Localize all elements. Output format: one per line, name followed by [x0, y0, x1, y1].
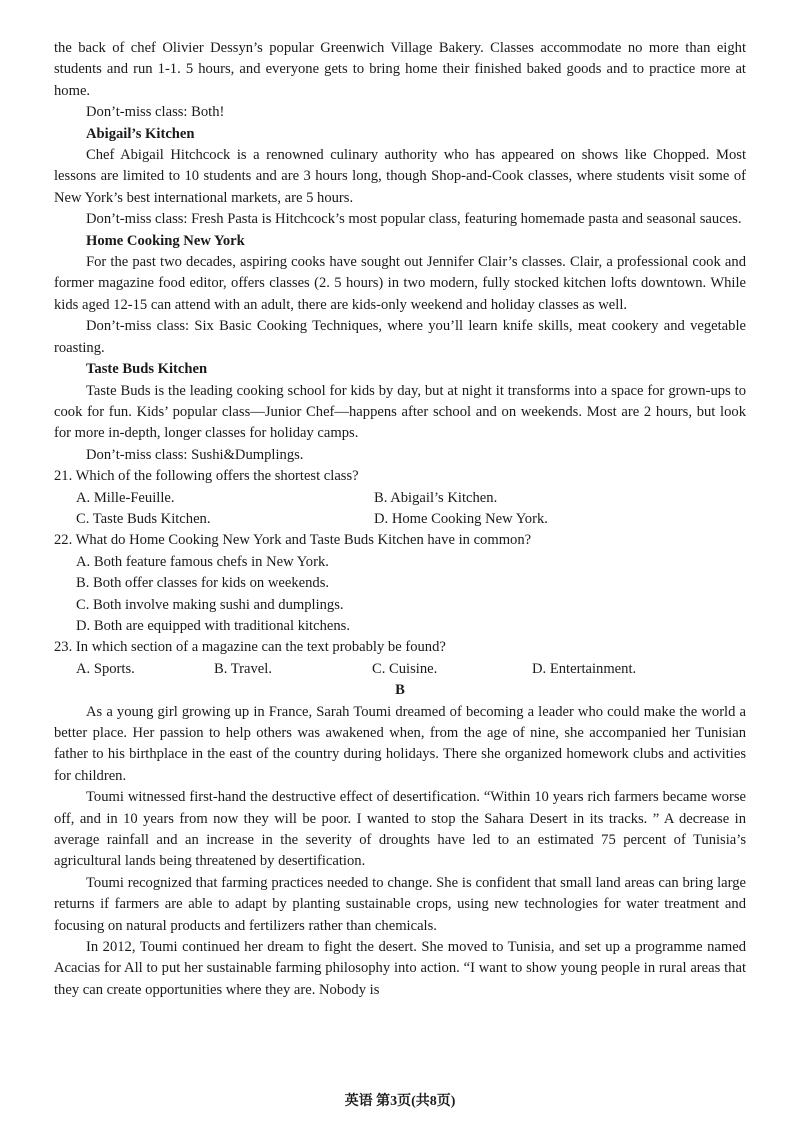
- question-21-options-row-2: [54, 509, 746, 530]
- option: C. Cuisine.: [372, 660, 438, 677]
- section-dont-miss: Don’t-miss class: Sushi&Dumplings.: [86, 446, 304, 463]
- passage-b-label: B: [395, 682, 405, 699]
- question-22-stem: 22. What do Home Cooking New York and Taste Buds Kitchen have in common?: [54, 532, 532, 549]
- section-heading: Abigail’s Kitchen: [86, 125, 195, 142]
- passage-b-paragraph: In 2012, Toumi continued her dream to fight the desert. She moved to Tunisia, and set up a programme named Acacias for All to put her sustainable farming philosophy into action. “I want to show young people in rural areas that they can create opportunities where they are. Nobody is: [54, 939, 746, 998]
- option: C. Both involve making sushi and dumplings.: [76, 596, 344, 613]
- passage-a-intro-dont-miss: Don’t-miss class: Both!: [86, 104, 225, 121]
- option: B. Abigail’s Kitchen.: [374, 489, 498, 506]
- option: D. Entertainment.: [532, 660, 637, 677]
- section-body: Chef Abigail Hitchcock is a renowned culinary authority who has appeared on shows like Chopped. Most lessons are limited to 10 students and are 3 hours long, though Shop-and-Cook classes, where students visit some of New York’s best international markets, are 5 hours.: [54, 147, 746, 206]
- question-21-options-row-1: [54, 488, 746, 509]
- option: A. Mille-Feuille.: [76, 489, 175, 506]
- section-dont-miss: Don’t-miss class: Fresh Pasta is Hitchcock’s most popular class, featuring homemade pasta and seasonal sauces.: [86, 211, 742, 228]
- section-body: Taste Buds is the leading cooking school for kids by day, but at night it transforms into a space for grown-ups to cook for fun. Kids’ popular class—Junior Chef—happens after school and on weekends. Most are 2 hours, but look for more in-depth, longer classes for holiday camps.: [54, 382, 746, 442]
- passage-a-intro: the back of chef Olivier Dessyn’s popular Greenwich Village Bakery. Classes accommodate no more than eight students and run 1-1. 5 hours, and everyone gets to bring home their finished baked goods and to practice more at home.: [54, 40, 746, 99]
- passage-b-paragraph: Toumi recognized that farming practices needed to change. She is confident that small land areas can bring large returns if farmers are able to adapt by planting sustainable crops, using new technologies for water treatment and focusing on natural products and fertilizers rather than chemicals.: [54, 874, 746, 934]
- question-23-options-row: [54, 659, 746, 680]
- section-heading: Taste Buds Kitchen: [86, 361, 208, 378]
- section-body: For the past two decades, aspiring cooks have sought out Jennifer Clair’s classes. Clair, a professional cook and former magazine food editor, offers classes (2. 5 hours) in two modern, fully stocked kitchen lofts downtown. While kids aged 12-15 can attend with an adult, there are kids-only weekend and holiday classes as well.: [54, 254, 746, 313]
- option: D. Home Cooking New York.: [374, 510, 548, 527]
- question-23-stem: 23. In which section of a magazine can the text probably be found?: [54, 639, 446, 656]
- section-dont-miss: Don’t-miss class: Six Basic Cooking Techniques, where you’ll learn knife skills, meat cookery and vegetable roasting.: [54, 318, 746, 356]
- option: D. Both are equipped with traditional kitchens.: [76, 617, 350, 634]
- passage-b-paragraph: As a young girl growing up in France, Sarah Toumi dreamed of becoming a leader who could make the world a better place. Her passion to help others was awakened when, from the age of nine, she accompanied her Tunisian father to his birthplace in the east of the country during holidays. There she organized homework clubs and activities for children.: [54, 703, 746, 784]
- page-footer: 英语 第3页(共8页): [344, 1094, 456, 1109]
- option: A. Sports.: [76, 660, 135, 677]
- section-heading: Home Cooking New York: [86, 232, 245, 249]
- option: B. Travel.: [214, 660, 272, 677]
- option: B. Both offer classes for kids on weekends.: [76, 575, 330, 592]
- option: C. Taste Buds Kitchen.: [76, 510, 211, 527]
- question-21-stem: 21. Which of the following offers the shortest class?: [54, 468, 359, 485]
- option: A. Both feature famous chefs in New York.: [76, 553, 329, 570]
- passage-b-paragraph: Toumi witnessed first-hand the destructive effect of desertification. “Within 10 years rich farmers became worse off, and in 10 years from now they will be poor. I wanted to stop the Sahara Desert in its tracks. ” A decrease in average rainfall and an increase in the severity of droughts have led to an estimated 75 percent of Tunisia’s agricultural lands being threatened by desertification.: [54, 789, 746, 870]
